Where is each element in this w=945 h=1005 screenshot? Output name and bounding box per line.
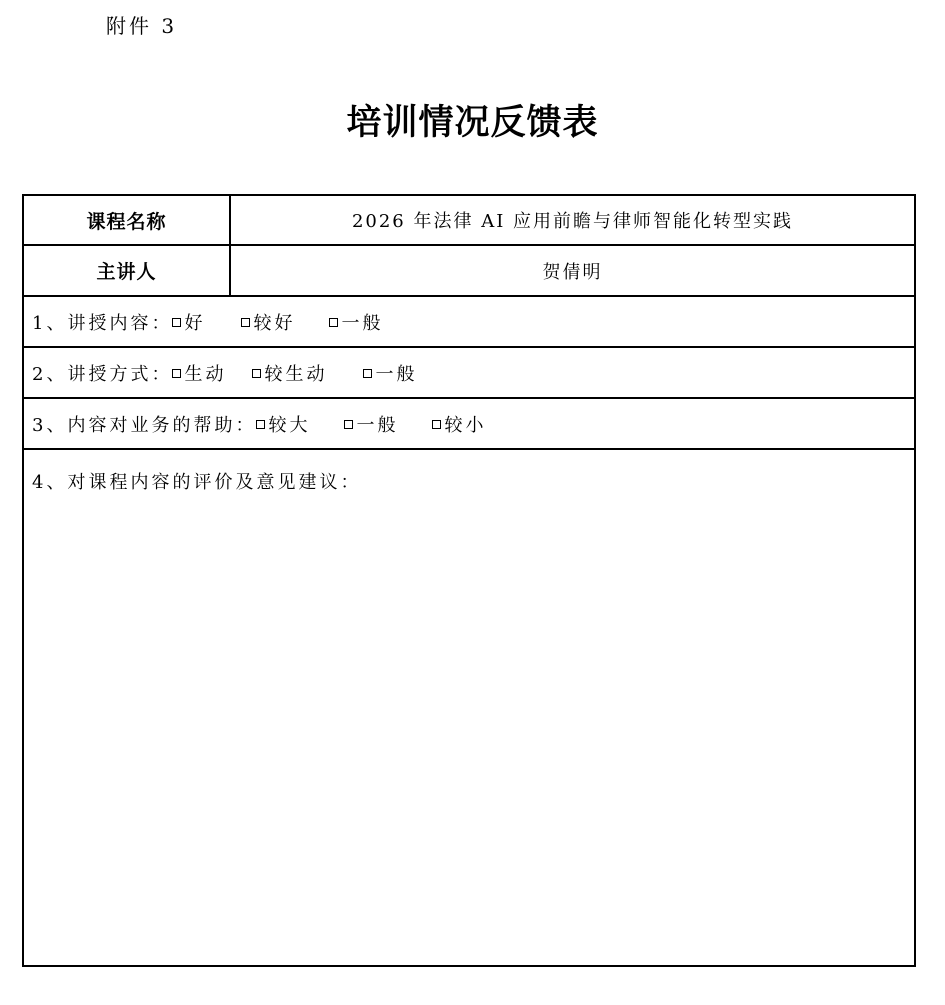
q3-option-small[interactable]: 较小	[432, 411, 486, 437]
q1-option-good[interactable]: 好	[172, 309, 205, 335]
speaker-value: 贺倩明	[542, 261, 603, 283]
checkbox-icon[interactable]	[256, 420, 265, 429]
attachment-label: 附件 3	[106, 14, 178, 38]
question-2-row	[24, 348, 914, 399]
question-3-row	[24, 399, 914, 450]
checkbox-icon[interactable]	[432, 420, 441, 429]
form-title: 培训情况反馈表	[346, 103, 599, 143]
checkbox-icon[interactable]	[329, 318, 338, 327]
speaker-label: 主讲人	[24, 246, 231, 295]
question-3-prompt: 3、内容对业务的帮助：	[32, 414, 257, 436]
speaker-row	[24, 246, 914, 297]
feedback-form	[22, 194, 916, 967]
checkbox-icon[interactable]	[344, 420, 353, 429]
q3-option-large[interactable]: 较大	[256, 411, 310, 437]
question-4-prompt: 4、对课程内容的评价及意见建议：	[32, 472, 362, 493]
q3-option-average[interactable]: 一般	[344, 411, 398, 437]
question-1-prompt: 1、讲授内容：	[32, 312, 173, 334]
course-name-label: 课程名称	[24, 196, 231, 244]
checkbox-icon[interactable]	[172, 369, 181, 378]
checkbox-icon[interactable]	[172, 318, 181, 327]
course-name-row	[24, 196, 914, 246]
q1-option-average[interactable]: 一般	[329, 309, 383, 335]
course-name-value: 2026 年法律 AI 应用前瞻与律师智能化转型实践	[351, 211, 794, 232]
checkbox-icon[interactable]	[252, 369, 261, 378]
comments-area[interactable]	[24, 448, 914, 965]
question-1-row	[24, 297, 914, 348]
q2-option-average[interactable]: 一般	[363, 360, 417, 386]
checkbox-icon[interactable]	[363, 369, 372, 378]
checkbox-icon[interactable]	[241, 318, 250, 327]
q2-option-vivid[interactable]: 生动	[172, 360, 226, 386]
q1-option-fairly-good[interactable]: 较好	[241, 309, 295, 335]
q2-option-fairly-vivid[interactable]: 较生动	[252, 360, 327, 386]
question-2-prompt: 2、讲授方式：	[32, 363, 173, 385]
